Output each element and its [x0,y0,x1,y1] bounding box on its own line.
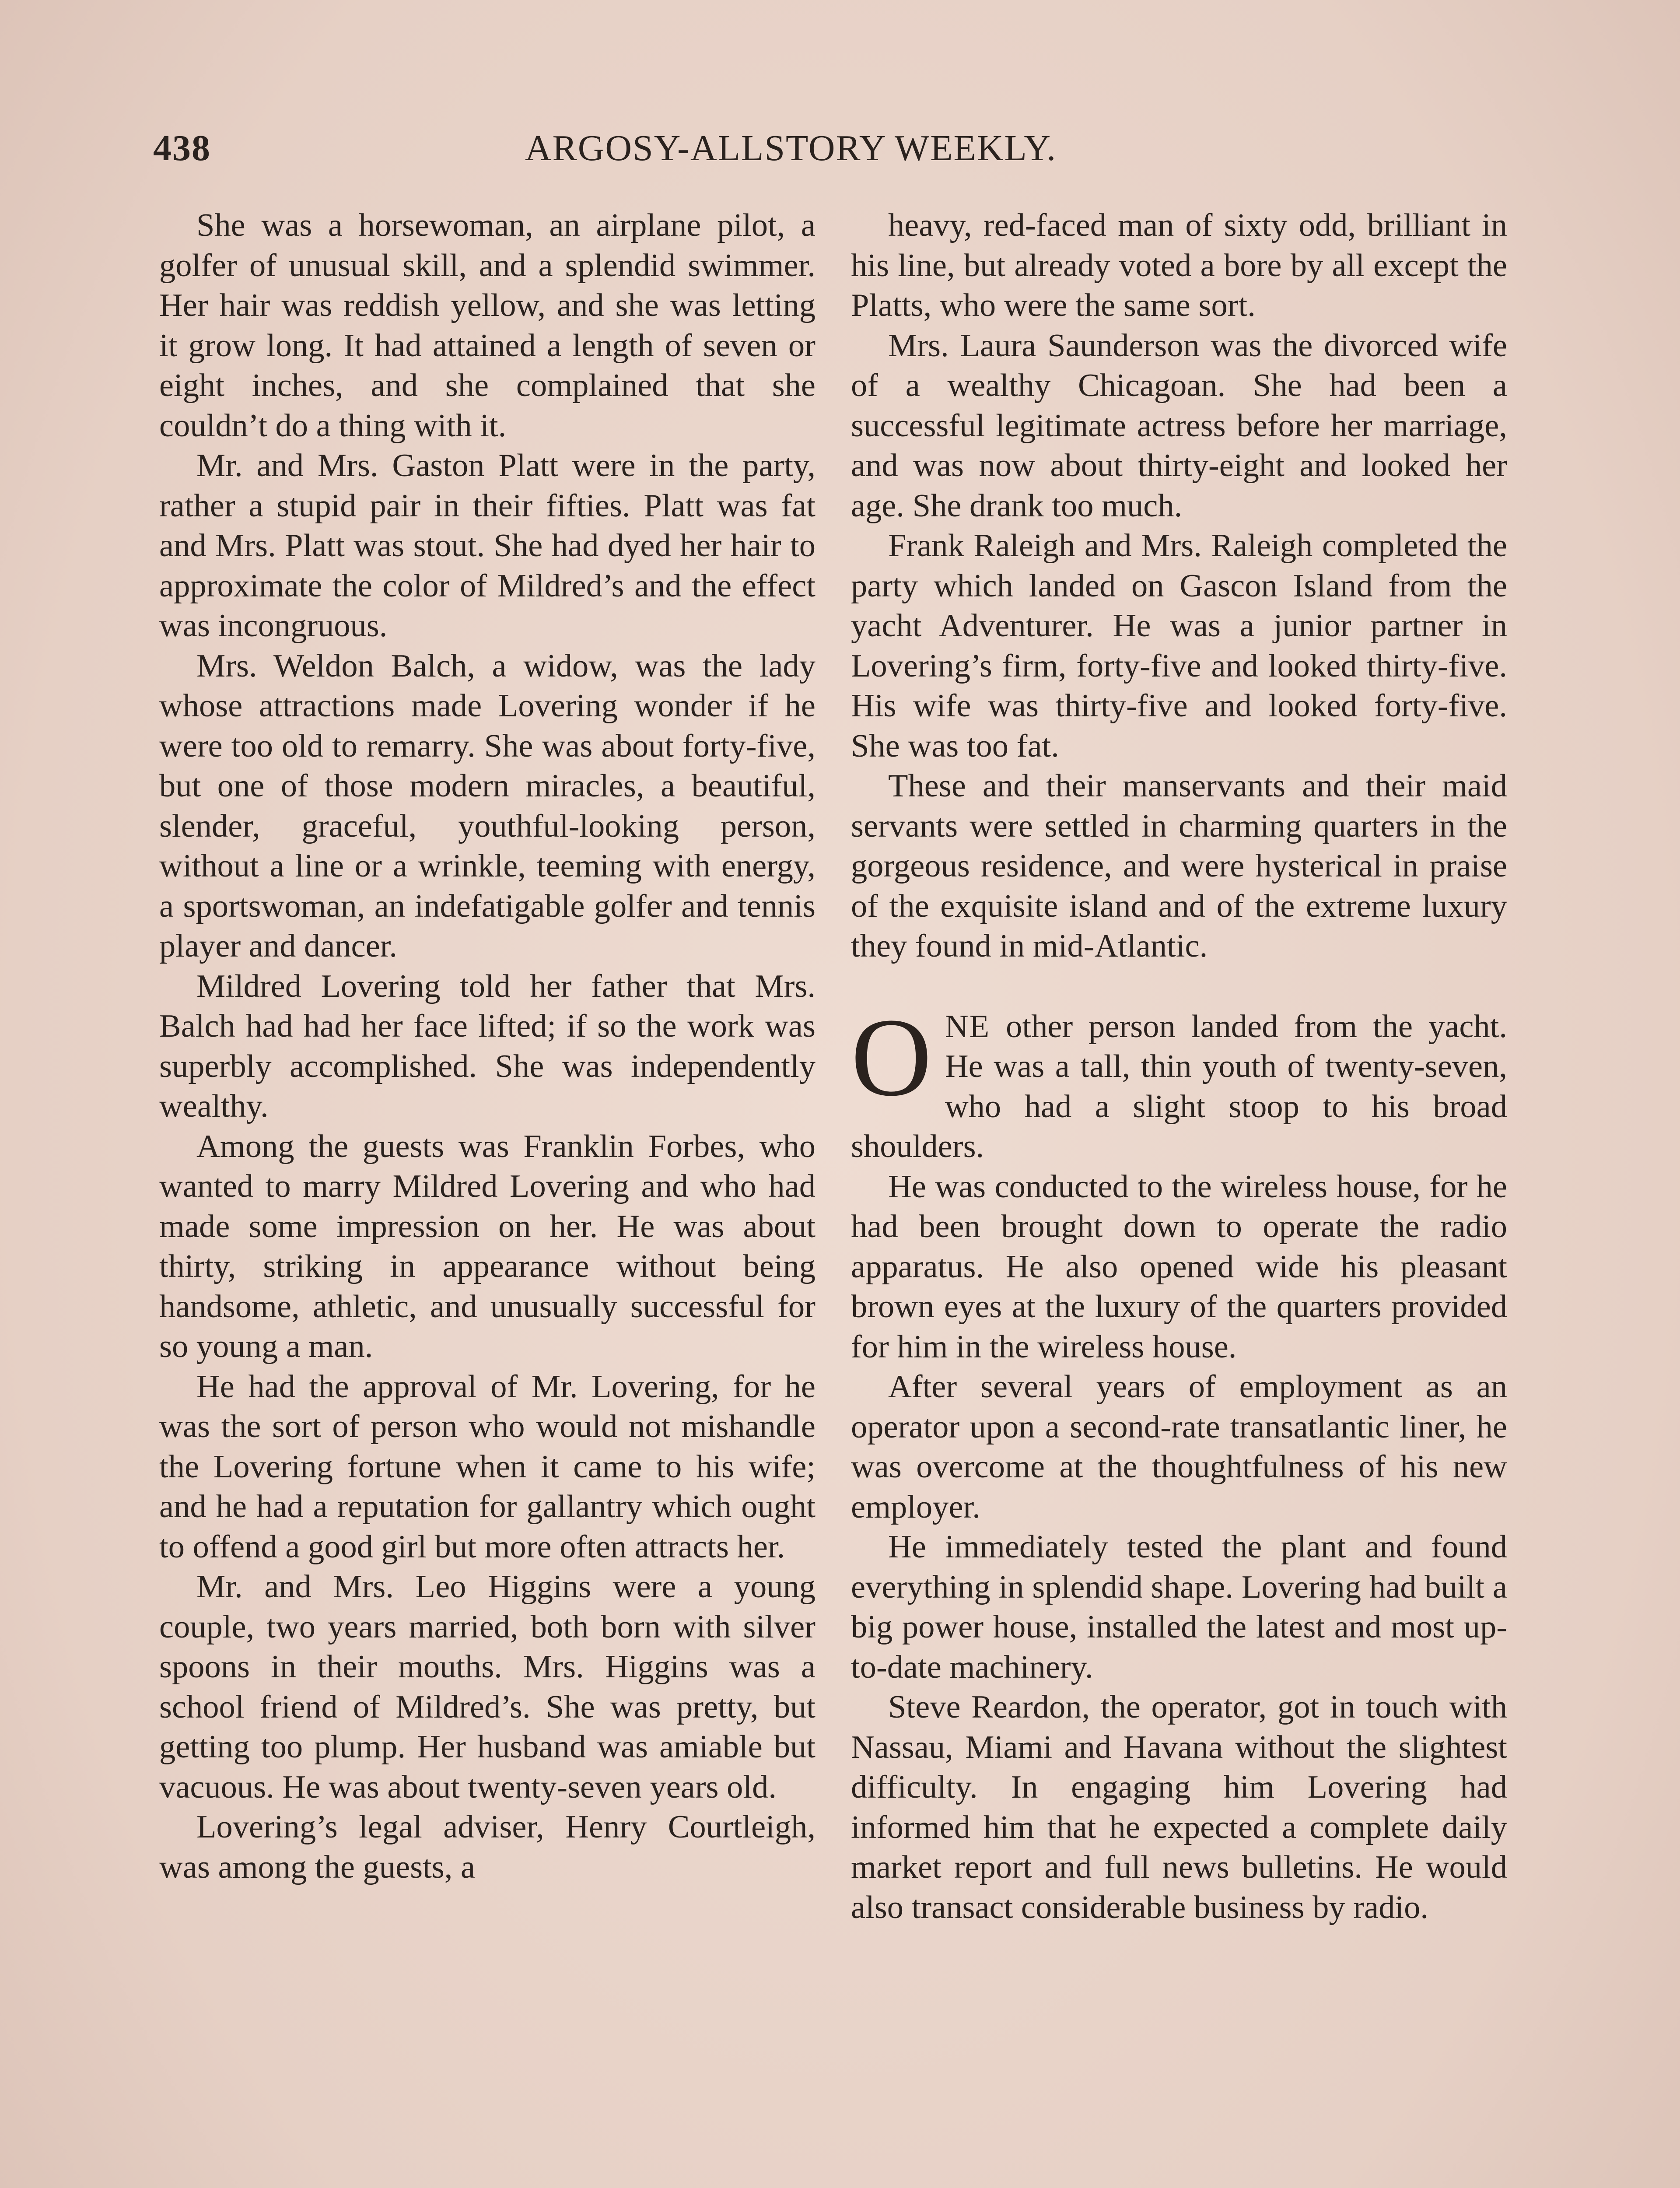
drop-cap: O [851,995,932,1119]
paragraph: He had the approval of Mr. Lovering, for he was the sort of person who would not mishandle the Lovering fortune when it came to his wife; and he had a reputation for gallantry which ought to offend a good girl but more often attracts her. [159,1368,816,1565]
left-column [159,206,816,1887]
section-break [851,967,1507,1007]
paragraph: Lovering’s legal adviser, Henry Courtleigh, was among the guests, a [159,1809,816,1885]
paragraph: He immediately tested the plant and found everything in splendid shape. Lovering had built a big power house, installed the latest and most up-to-date machinery. [851,1529,1507,1685]
paragraph: Mrs. Weldon Balch, a widow, was the lady whose attractions made Lovering wonder if he were too old to remarry. She was about forty-five, but one of those modern miracles, a beautiful, slender, graceful, youthful-looking person, without a line or a wrinkle, teeming with energy, a sportswoman, an indefatigable golfer and tennis player and dancer. [159,648,816,964]
paragraph: Among the guests was Franklin Forbes, who wanted to marry Mildred Lovering and who had made some impression on her. He was about thirty, striking in appearance without being handsome, athletic, and unusually successful for so young a man. [159,1128,816,1364]
paragraph: She was a horsewoman, an airplane pilot, a golfer of unusual skill, and a splendid swimmer. Her hair was reddish yellow, and she was letting it grow long. It had attained a length of seven or eight inches, and she complained that she couldn’t do a thing with it. [159,207,816,444]
paragraph: Mr. and Mrs. Leo Higgins were a young couple, two years married, both born with silver spoons in their mouths. Mrs. Higgins was a school friend of Mildred’s. She was pretty, but getting too plump. Her husband was amiable but vacuous. He was about twenty-seven years old. [159,1569,816,1805]
right-column [851,206,1507,1928]
paragraph: Steve Reardon, the operator, got in touch with Nassau, Miami and Havana without the slightest difficulty. In engaging him Lovering had informed him that he expected a complete daily market report and full news bulletins. He would also transact considerable business by radio. [851,1689,1507,1925]
page-header [153,127,1514,175]
paragraph: He was conducted to the wireless house, for he had been brought down to operate the radio apparatus. He also opened wide his pleasant brown eyes at the luxury of the quarters provided for him in the wireless house. [851,1168,1507,1365]
paragraph: heavy, red-faced man of sixty odd, brilliant in his line, but already voted a bore by all except the Platts, who were the same sort. [851,207,1507,323]
paragraph: Mildred Lovering told her father that Mrs. Balch had had her face lifted; if so the work was superbly accomplished. She was independently wealthy. [159,968,816,1124]
section-start-paragraph [851,995,1507,1167]
running-title: ARGOSY-ALLSTORY WEEKLY. [525,128,1057,168]
paragraph: Mrs. Laura Saunderson was the divorced wife of a wealthy Chicagoan. She had been a successful legitimate actress before her marriage, and was now about thirty-eight and looked her age. She drank too much. [851,327,1507,524]
section-start-text: other person landed from the yacht. He was a tall, thin youth of twenty-seven, who had a slight stoop to his broad shoulders. [851,1008,1507,1164]
page-number: 438 [153,128,211,168]
paragraph: After several years of employment as an operator upon a second-rate transatlantic liner, he was overcome at the thoughtfulness of his new employer. [851,1369,1507,1525]
paragraph: Frank Raleigh and Mrs. Raleigh completed the party which landed on Gascon Island from the yacht Adventurer. He was a junior partner in Lovering’s firm, forty-five and looked thirty-five. His wife was thirty-five and looked forty-five. She was too fat. [851,528,1507,764]
paragraph: Mr. and Mrs. Gaston Platt were in the party, rather a stupid pair in their fifties. Platt was fat and Mrs. Platt was stout. She had dyed her hair to approximate the color of Mildred’s and the effect was incongruous. [159,448,816,644]
lead-caps: NE [945,1008,990,1045]
paragraph: These and their manservants and their maid servants were settled in charming quarters in the gorgeous residence, and were hysterical in praise of the exquisite island and of the extreme luxury they found in mid-Atlantic. [851,768,1507,964]
